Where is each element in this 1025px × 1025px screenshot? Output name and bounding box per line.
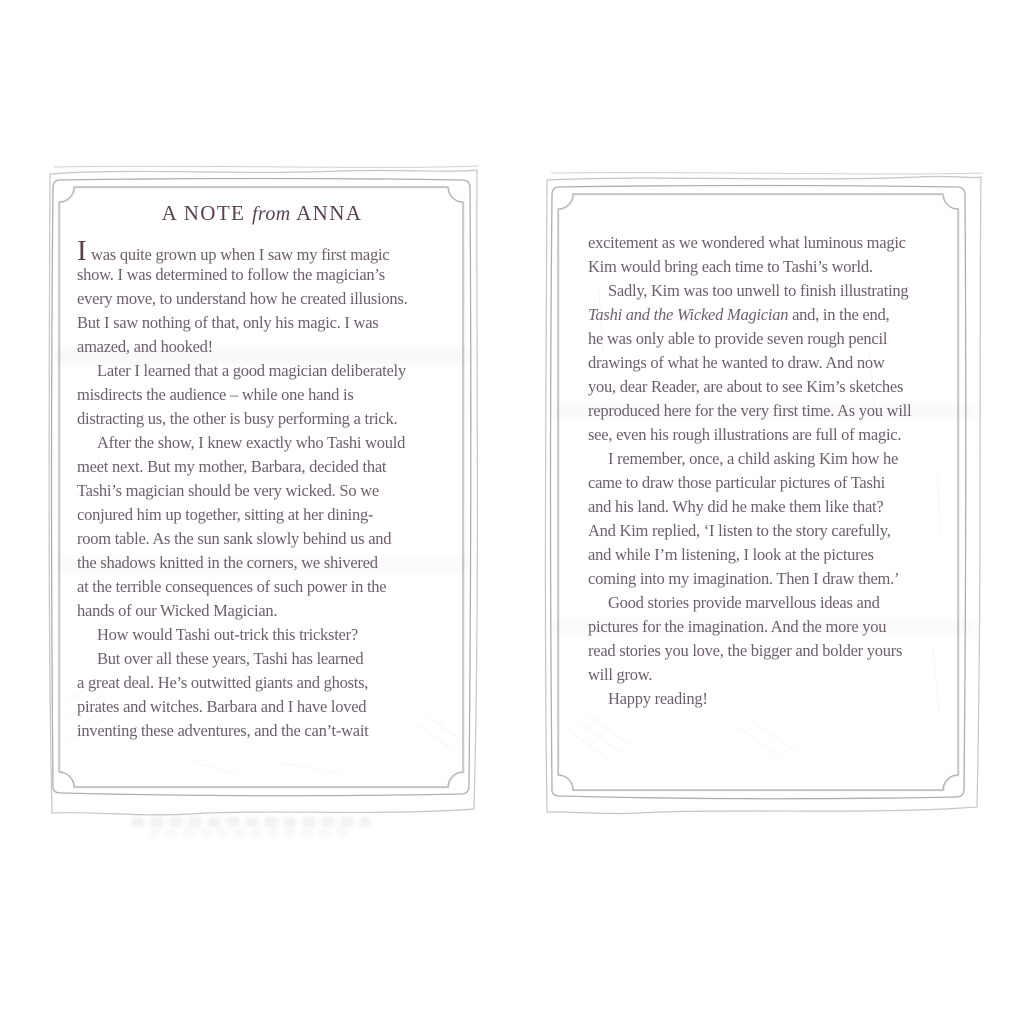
text-segment: show. I was determined to follow the magician’s — [77, 265, 385, 284]
text-segment: inventing these adventures, and the can’t-wait — [77, 721, 369, 740]
text-segment: and, in the end, — [788, 305, 890, 324]
text-segment: pirates and witches. Barbara and I have loved — [77, 697, 367, 716]
sheet-edge-top-double — [551, 173, 983, 174]
text-line — [77, 359, 407, 383]
text-segment: conjured him up together, sitting at her dining- — [77, 505, 374, 524]
text-segment: I remember, once, a child asking Kim how he — [608, 449, 899, 468]
text-line — [77, 719, 407, 743]
text-line — [588, 519, 911, 543]
text-segment: excitement as we wondered what luminous magic — [588, 233, 906, 252]
right-page-text — [588, 231, 911, 711]
text-line — [77, 599, 407, 623]
text-segment: amazed, and hooked! — [77, 337, 213, 356]
text-line — [588, 663, 911, 687]
text-line — [77, 263, 407, 287]
text-segment: But I saw nothing of that, only his magic. I was — [77, 313, 379, 332]
sheet-edge-top-double — [54, 166, 478, 167]
text-line — [588, 351, 911, 375]
text-segment: was quite grown up when I saw my first magic — [87, 245, 390, 264]
pencil-smudge — [150, 829, 350, 837]
text-segment: Kim would bring each time to Tashi’s world. — [588, 257, 873, 276]
text-line — [77, 647, 407, 671]
text-segment: read stories you love, the bigger and bolder yours — [588, 641, 903, 660]
text-line — [588, 327, 911, 351]
text-segment: and his land. Why did he make them like that? — [588, 497, 884, 516]
text-line — [77, 551, 407, 575]
text-line — [588, 255, 911, 279]
text-segment: And Kim replied, ‘I listen to the story carefully, — [588, 521, 891, 540]
text-line — [77, 407, 407, 431]
text-segment: coming into my imagination. Then I draw them.’ — [588, 569, 900, 588]
text-segment: drawings of what he wanted to draw. And now — [588, 353, 885, 372]
text-segment: see, even his rough illustrations are full of magic. — [588, 425, 902, 444]
text-line — [588, 375, 911, 399]
text-line — [77, 575, 407, 599]
text-line — [588, 231, 911, 255]
text-segment: reproduced here for the very first time. As you will — [588, 401, 912, 420]
text-line — [77, 383, 407, 407]
text-segment: After the show, I knew exactly who Tashi would — [97, 433, 406, 452]
text-segment: the shadows knitted in the corners, we shivered — [77, 553, 378, 572]
text-segment: hands of our Wicked Magician. — [77, 601, 278, 620]
text-line — [77, 623, 407, 647]
text-segment: will grow. — [588, 665, 653, 684]
dropcap-letter: I — [77, 235, 88, 267]
note-title-text: ANNA — [290, 201, 363, 225]
text-segment: Tashi and the Wicked Magician — [588, 305, 789, 324]
text-segment: he was only able to provide seven rough pencil — [588, 329, 888, 348]
text-line — [77, 287, 407, 311]
text-segment: Sadly, Kim was too unwell to finish illustrating — [608, 281, 909, 300]
text-line — [77, 671, 407, 695]
text-line — [588, 447, 911, 471]
text-line — [588, 639, 911, 663]
text-line — [588, 303, 911, 327]
text-segment: a great deal. He’s outwitted giants and ghosts, — [77, 673, 369, 692]
text-line — [77, 311, 407, 335]
text-segment: Good stories provide marvellous ideas and — [608, 593, 880, 612]
text-line — [588, 471, 911, 495]
text-line — [588, 495, 911, 519]
text-segment: came to draw those particular pictures of Tashi — [588, 473, 885, 492]
text-line — [588, 591, 911, 615]
text-segment: every move, to understand how he created illusions. — [77, 289, 408, 308]
text-line — [77, 455, 407, 479]
text-segment: But over all these years, Tashi has learned — [97, 649, 364, 668]
text-segment: and while I’m listening, I look at the pictures — [588, 545, 874, 564]
text-line — [588, 423, 911, 447]
text-segment: room table. As the sun sank slowly behind us and — [77, 529, 392, 548]
pencil-smudge — [132, 817, 370, 827]
text-segment: distracting us, the other is busy performing a trick. — [77, 409, 398, 428]
text-segment: you, dear Reader, are about to see Kim’s sketches — [588, 377, 904, 396]
text-line — [588, 399, 911, 423]
text-line — [588, 567, 911, 591]
text-segment: Later I learned that a good magician deliberately — [97, 361, 406, 380]
text-segment: How would Tashi out-trick this trickster? — [97, 625, 358, 644]
text-line — [77, 503, 407, 527]
text-line — [77, 235, 407, 267]
text-line — [77, 695, 407, 719]
right-page — [539, 171, 989, 817]
text-segment: Tashi’s magician should be very wicked. So we — [77, 481, 379, 500]
text-line — [588, 687, 911, 711]
text-line — [77, 479, 407, 503]
text-line — [77, 527, 407, 551]
text-segment: pictures for the imagination. And the more you — [588, 617, 887, 636]
text-segment: at the terrible consequences of such power in the — [77, 577, 387, 596]
text-line — [588, 543, 911, 567]
text-line — [588, 279, 911, 303]
text-segment: Happy reading! — [608, 689, 708, 708]
left-page — [40, 163, 484, 819]
text-segment: meet next. But my mother, Barbara, decided that — [77, 457, 387, 476]
text-line — [77, 335, 407, 359]
note-title-text: A NOTE — [161, 201, 252, 225]
text-segment: misdirects the audience – while one hand is — [77, 385, 354, 404]
text-line — [588, 615, 911, 639]
text-line — [77, 431, 407, 455]
note-title — [40, 201, 484, 226]
note-title-emphasis: from — [251, 203, 291, 225]
left-page-text — [77, 235, 408, 743]
